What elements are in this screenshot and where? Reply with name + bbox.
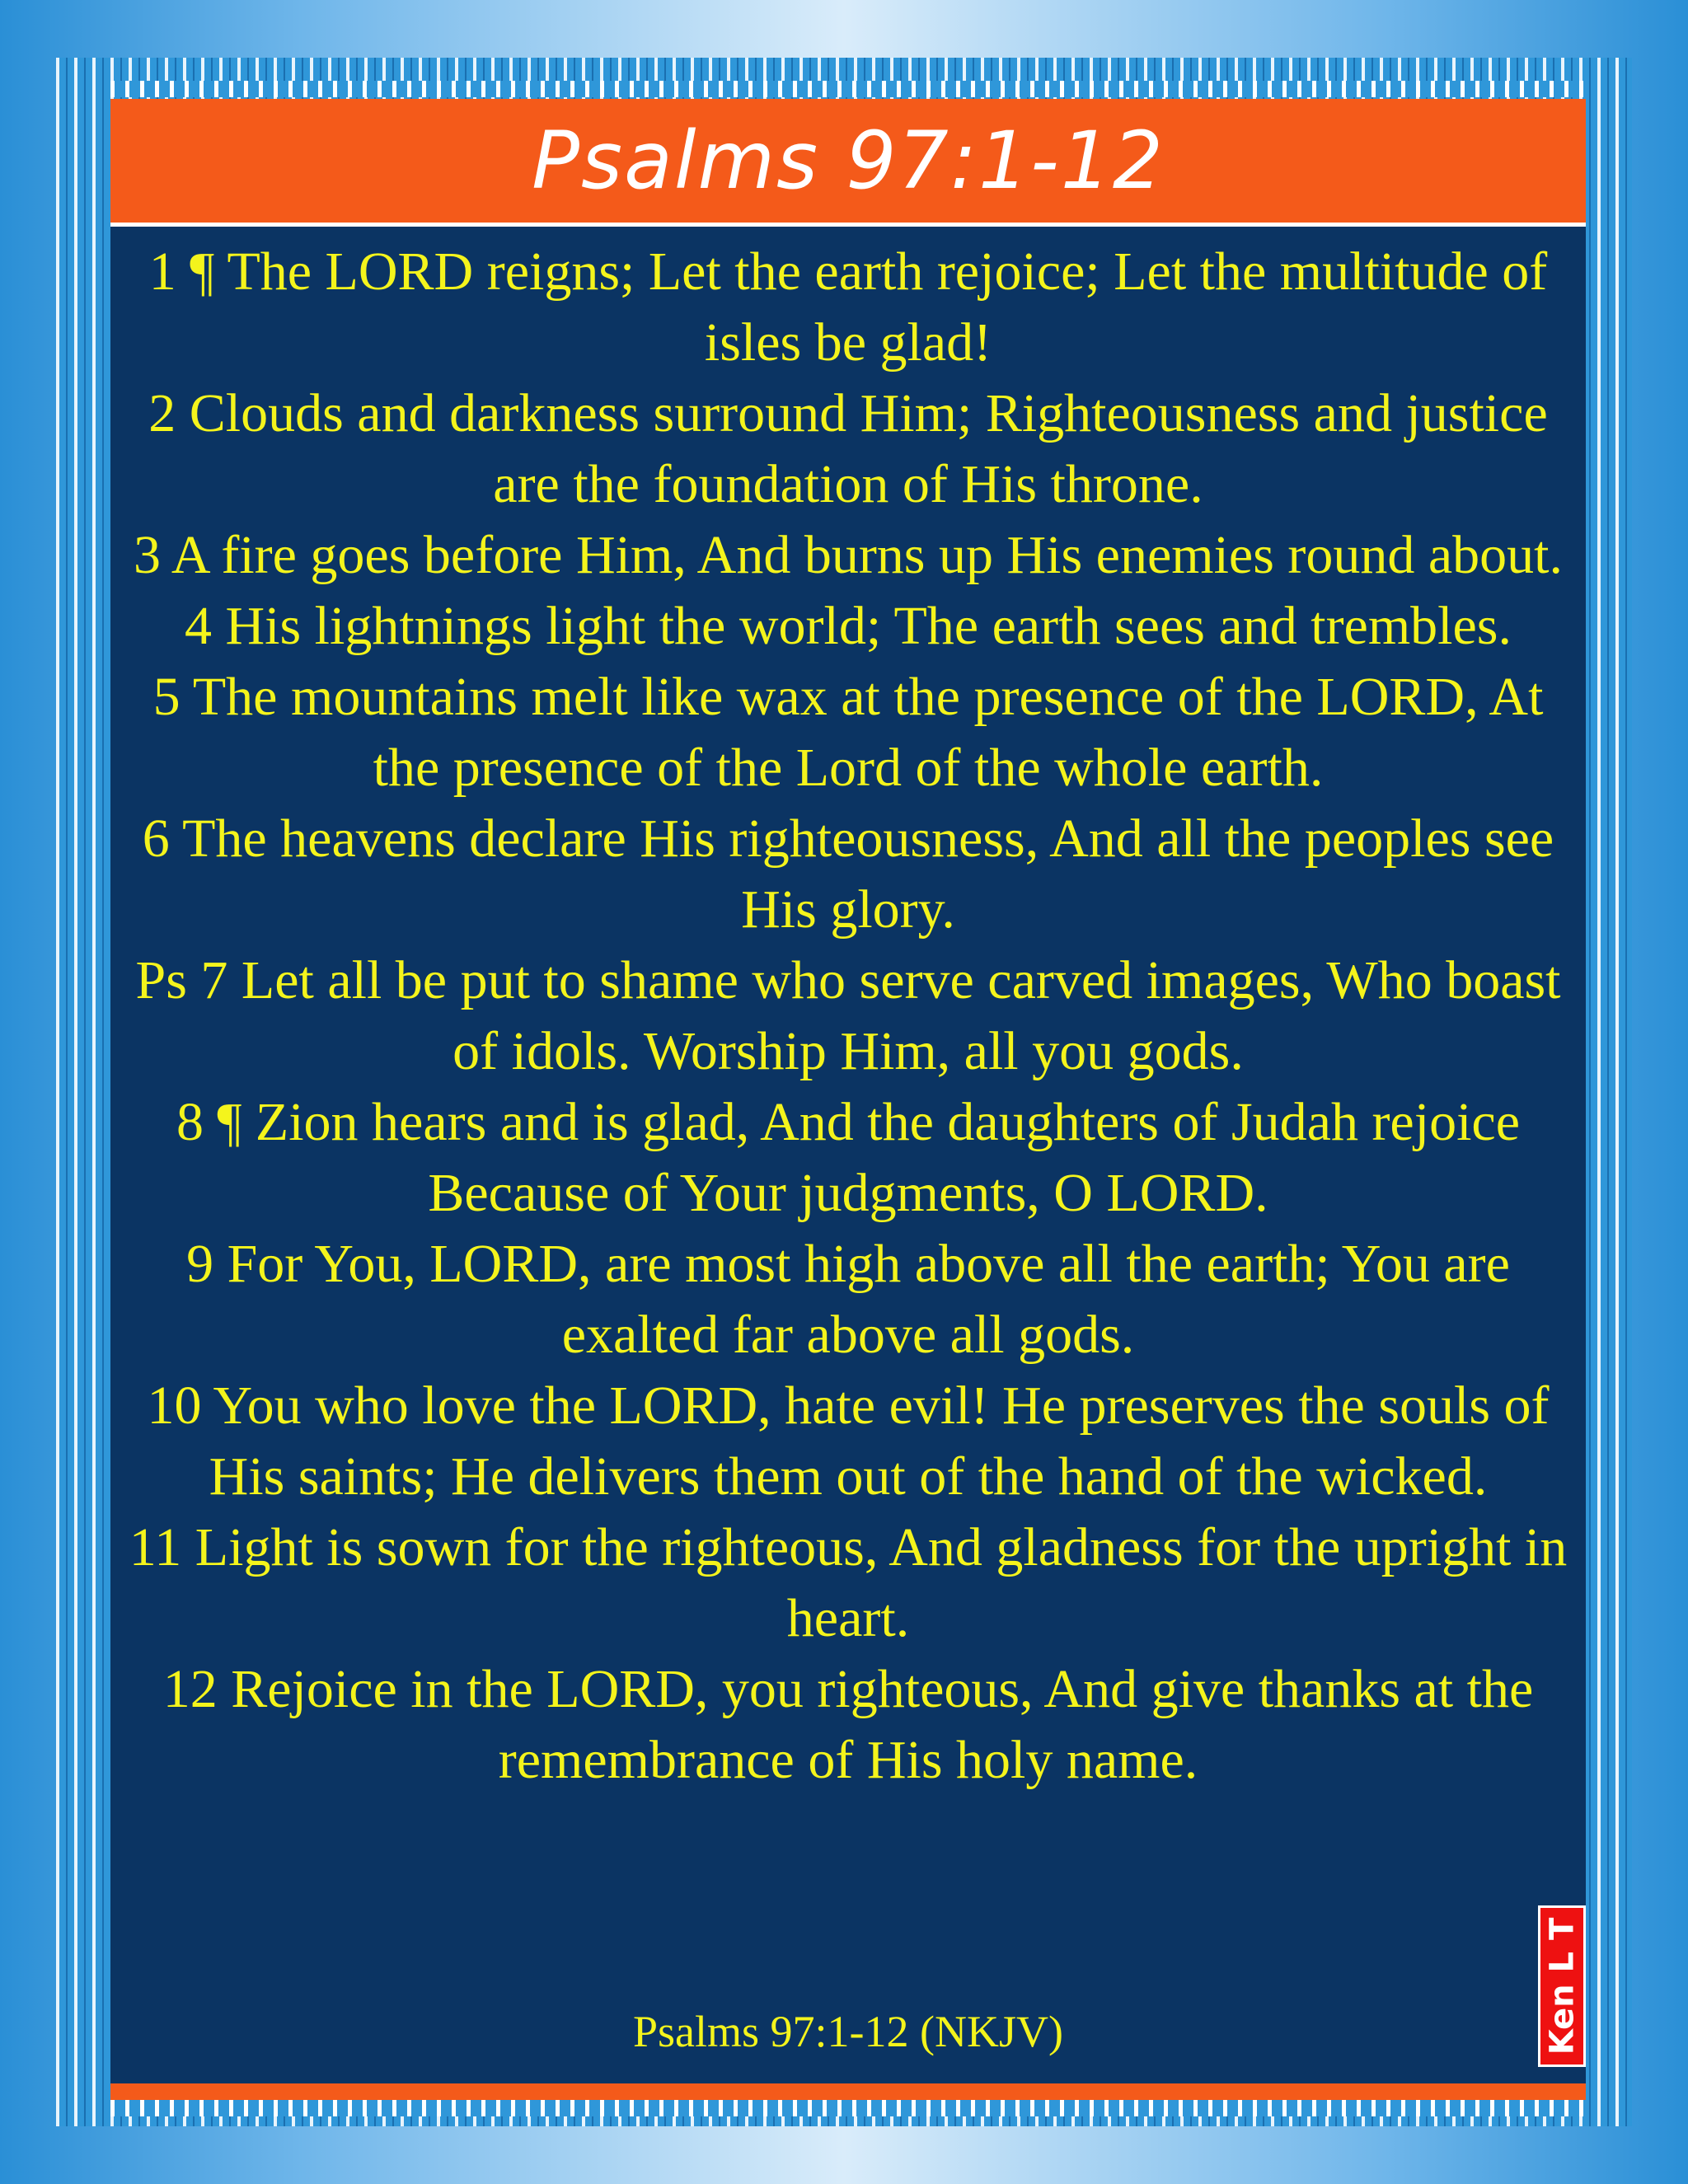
verse-12: 12 Rejoice in the LORD, you righteous, And give thanks at the remembrance of His holy name. bbox=[162, 1659, 1534, 1790]
verse-5: 5 The mountains melt like wax at the presence of the LORD, At the presence of the Lord of the whole earth. bbox=[152, 667, 1544, 798]
verse-7: Ps 7 Let all be put to shame who serve carved images, Who boast of idols. Worship Him, all you gods. bbox=[135, 950, 1561, 1081]
top-stripe-divider bbox=[110, 81, 1586, 97]
author-badge bbox=[1538, 1905, 1586, 2067]
citation: Psalms 97:1-12 (NKJV) bbox=[633, 2007, 1063, 2056]
verse-8: 8 ¶ Zion hears and is glad, And the daughters of Judah rejoice Because of Your judgments, O LORD. bbox=[176, 1092, 1520, 1223]
verse-1: 1 ¶ The LORD reigns; Let the earth rejoice; Let the multitude of isles be glad! bbox=[148, 241, 1548, 373]
verse-panel bbox=[110, 227, 1586, 2083]
verse-10: 10 You who love the LORD, hate evil! He preserves the souls of His saints; He delivers them out of the hand of the wicked. bbox=[147, 1376, 1550, 1507]
verse-4: 4 His lightnings light the world; The earth sees and trembles. bbox=[184, 596, 1512, 656]
bottom-stripe-divider bbox=[110, 2100, 1586, 2116]
verse-2: 2 Clouds and darkness surround Him; Righteousness and justice are the foundation of His throne. bbox=[148, 383, 1548, 514]
page-title: Psalms 97:1-12 bbox=[532, 115, 1165, 207]
bottom-orange-bar bbox=[110, 2083, 1586, 2100]
verse-6: 6 The heavens declare His righteousness, And all the peoples see His glory. bbox=[142, 808, 1554, 940]
title-bar bbox=[110, 99, 1586, 223]
verse-3: 3 A fire goes before Him, And burns up His enemies round about. bbox=[133, 525, 1564, 585]
verse-list bbox=[110, 237, 1586, 1796]
verse-9: 9 For You, LORD, are most high above all the earth; You are exalted far above all gods. bbox=[186, 1234, 1510, 1365]
verse-11: 11 Light is sown for the righteous, And gladness for the upright in heart. bbox=[129, 1517, 1568, 1648]
author-badge-label: Ken L T bbox=[1543, 1917, 1581, 2055]
